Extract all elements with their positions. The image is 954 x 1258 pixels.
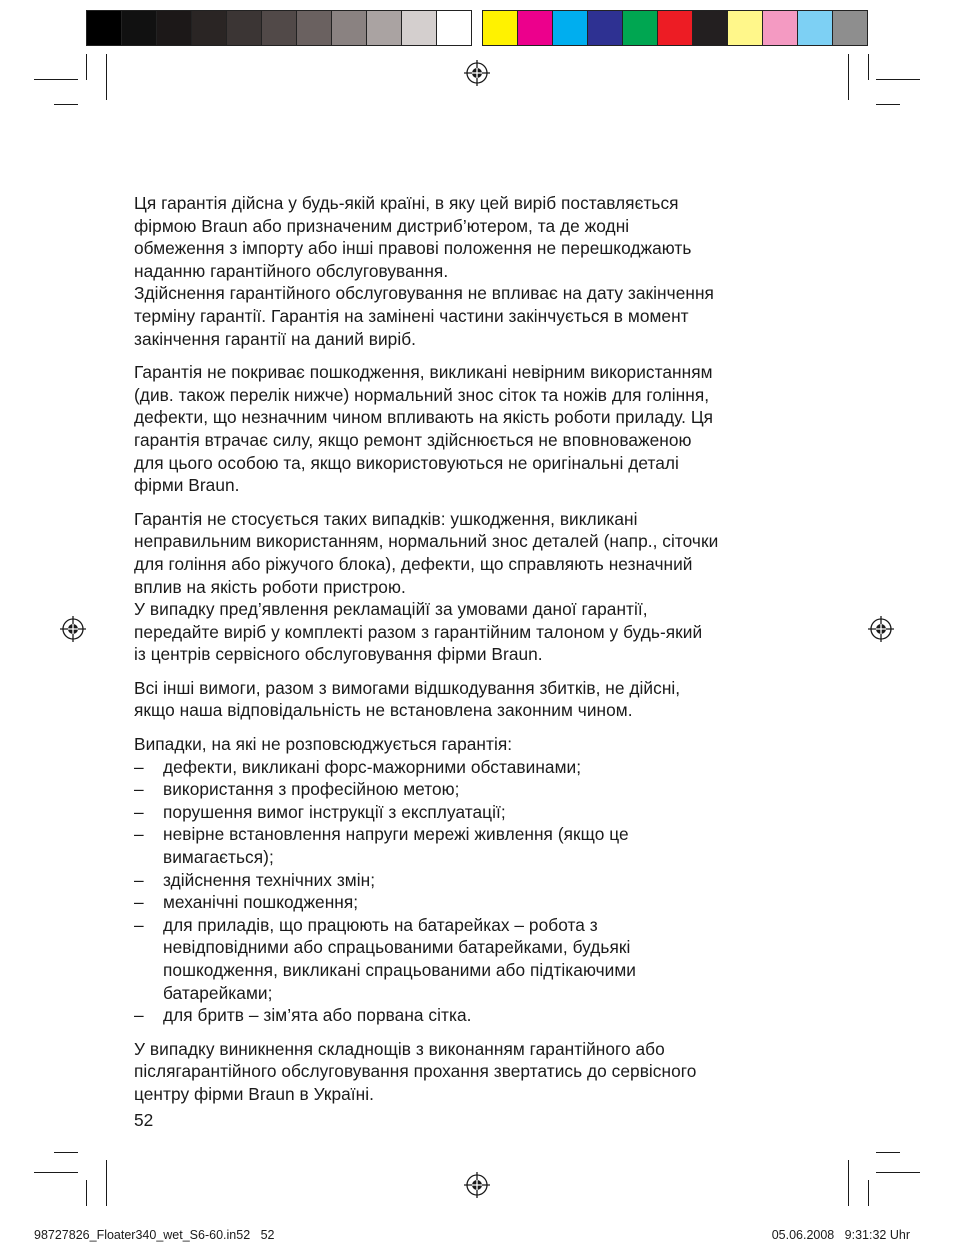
paragraph [134, 1038, 824, 1106]
paragraph [134, 677, 824, 722]
list-item: – використання з професійною метою; [134, 778, 824, 801]
list-intro: Випадки, на які не розповсюджується гарантія: [134, 734, 513, 755]
text-line: Гарантія не стосується таких випадків: ушкодження, викликані [134, 508, 638, 529]
registration-mark-icon [60, 616, 86, 642]
color-swatch [157, 11, 192, 45]
crop-mark [86, 54, 87, 80]
color-swatch [623, 11, 658, 45]
text-line: передайте виріб у комплекті разом з гарантійним талоном у будь-який [134, 621, 703, 642]
color-swatch [402, 11, 437, 45]
slug-file-info: 98727826_Floater340_wet_S6-60.in52 52 [34, 1228, 275, 1242]
color-swatch [798, 11, 833, 45]
color-swatch [437, 11, 471, 45]
text-line: якщо наша відповідальність не встановлена законним чином. [134, 700, 633, 721]
text-line: Гарантія не покриває пошкодження, викликані невірним використанням [134, 362, 713, 383]
text-line: післягарантійного обслуговування прохання звертатись до сервісного [134, 1061, 697, 1082]
text-line: гарантія втрачає силу, якщо ремонт здійснюється не вповноваженою [134, 429, 692, 450]
text-line: фірми Braun. [134, 475, 240, 496]
text-line: фірмою Braun або призначеним дистриб’ютером, та де жодні [134, 215, 630, 236]
text-line: обмеження з імпорту або інші правові положення не перешкоджають [134, 238, 692, 259]
text-line: для гоління або ріжучого блока), дефекти, що справляють незначний [134, 553, 693, 574]
crop-mark [34, 1172, 78, 1173]
color-swatch [588, 11, 623, 45]
crop-mark [34, 79, 78, 80]
color-swatch [763, 11, 798, 45]
crop-mark [868, 54, 869, 80]
crop-mark [54, 104, 78, 105]
color-swatch [367, 11, 402, 45]
text-line: центру фірми Braun в Україні. [134, 1083, 374, 1104]
page-number: 52 [134, 1110, 154, 1130]
list-item: – для приладів, що працюють на батарейках – робота з невідповідними або спрацьованими батарейками, будьякі пошкодження, викликані спрацьованими або підтікаючими батарейками; [134, 914, 824, 1004]
text-line: Здійснення гарантійного обслуговування не впливає на дату закінчення [134, 283, 714, 304]
crop-mark [54, 1152, 78, 1153]
text-line: Всі інші вимоги, разом з вимогами відшкодування збитків, не дійсні, [134, 677, 681, 698]
grayscale-color-bar [86, 10, 472, 46]
color-swatch [332, 11, 367, 45]
crop-mark [848, 1160, 849, 1206]
text-line: наданню гарантійного обслуговування. [134, 260, 449, 281]
color-swatch [728, 11, 763, 45]
process-color-bar [482, 10, 868, 46]
exclusions-list [134, 756, 824, 1027]
crop-mark [106, 54, 107, 100]
color-swatch [122, 11, 157, 45]
crop-mark [86, 1180, 87, 1206]
color-swatch [833, 11, 867, 45]
text-line: дефекти, що незначним чином впливають на якість роботи приладу. Ця [134, 407, 714, 428]
slug-date-time: 05.06.2008 9:31:32 Uhr [771, 1228, 910, 1242]
text-line: із центрів сервісного обслуговування фірми Braun. [134, 644, 543, 665]
text-line: У випадку пред’явлення рекламаційї за умовами даної гарантії, [134, 599, 648, 620]
text-line: неправильним використанням, нормальний знос деталей (напр., сіточки [134, 531, 719, 552]
color-swatch [553, 11, 588, 45]
color-swatch [483, 11, 518, 45]
warranty-text [134, 192, 824, 1106]
crop-mark [106, 1160, 107, 1206]
list-item: – для бритв – зім’ята або порвана сітка. [134, 1004, 824, 1027]
color-swatch [658, 11, 693, 45]
text-line: для цього особою та, якщо використовуються не оригінальні деталі [134, 452, 679, 473]
paragraph [134, 192, 824, 350]
text-line: (див. також перелік нижче) нормальний знос сіток та ножів для гоління, [134, 384, 710, 405]
color-swatch [227, 11, 262, 45]
list-item: – невірне встановлення напруги мережі живлення (якщо це вимагається); [134, 823, 824, 868]
color-swatch [518, 11, 553, 45]
color-swatch [192, 11, 227, 45]
color-swatch [262, 11, 297, 45]
text-line: У випадку виникнення складнощів з виконанням гарантійного або [134, 1038, 665, 1059]
crop-mark [868, 1180, 869, 1206]
text-line: терміну гарантії. Гарантія на замінені частини закінчується в момент [134, 305, 689, 326]
registration-mark-icon [464, 1172, 490, 1198]
registration-mark-icon [464, 60, 490, 86]
color-swatch [297, 11, 332, 45]
paragraph [134, 361, 824, 497]
list-item: – порушення вимог інструкції з експлуатації; [134, 801, 824, 824]
crop-mark [876, 1152, 900, 1153]
text-line: закінчення гарантії на даний виріб. [134, 328, 417, 349]
list-item: – здійснення технічних змін; [134, 869, 824, 892]
registration-mark-icon [868, 616, 894, 642]
text-line: вплив на якість роботи пристрою. [134, 576, 406, 597]
color-swatch [693, 11, 728, 45]
crop-mark [876, 79, 920, 80]
paragraph [134, 508, 824, 666]
crop-mark [876, 1172, 920, 1173]
list-item: – дефекти, викликані форс-мажорними обставинами; [134, 756, 824, 779]
crop-mark [876, 104, 900, 105]
list-item: – механічні пошкодження; [134, 891, 824, 914]
crop-mark [848, 54, 849, 100]
text-line: Ця гарантія дійсна у будь-якій країні, в яку цей виріб поставляється [134, 193, 679, 213]
color-swatch [87, 11, 122, 45]
